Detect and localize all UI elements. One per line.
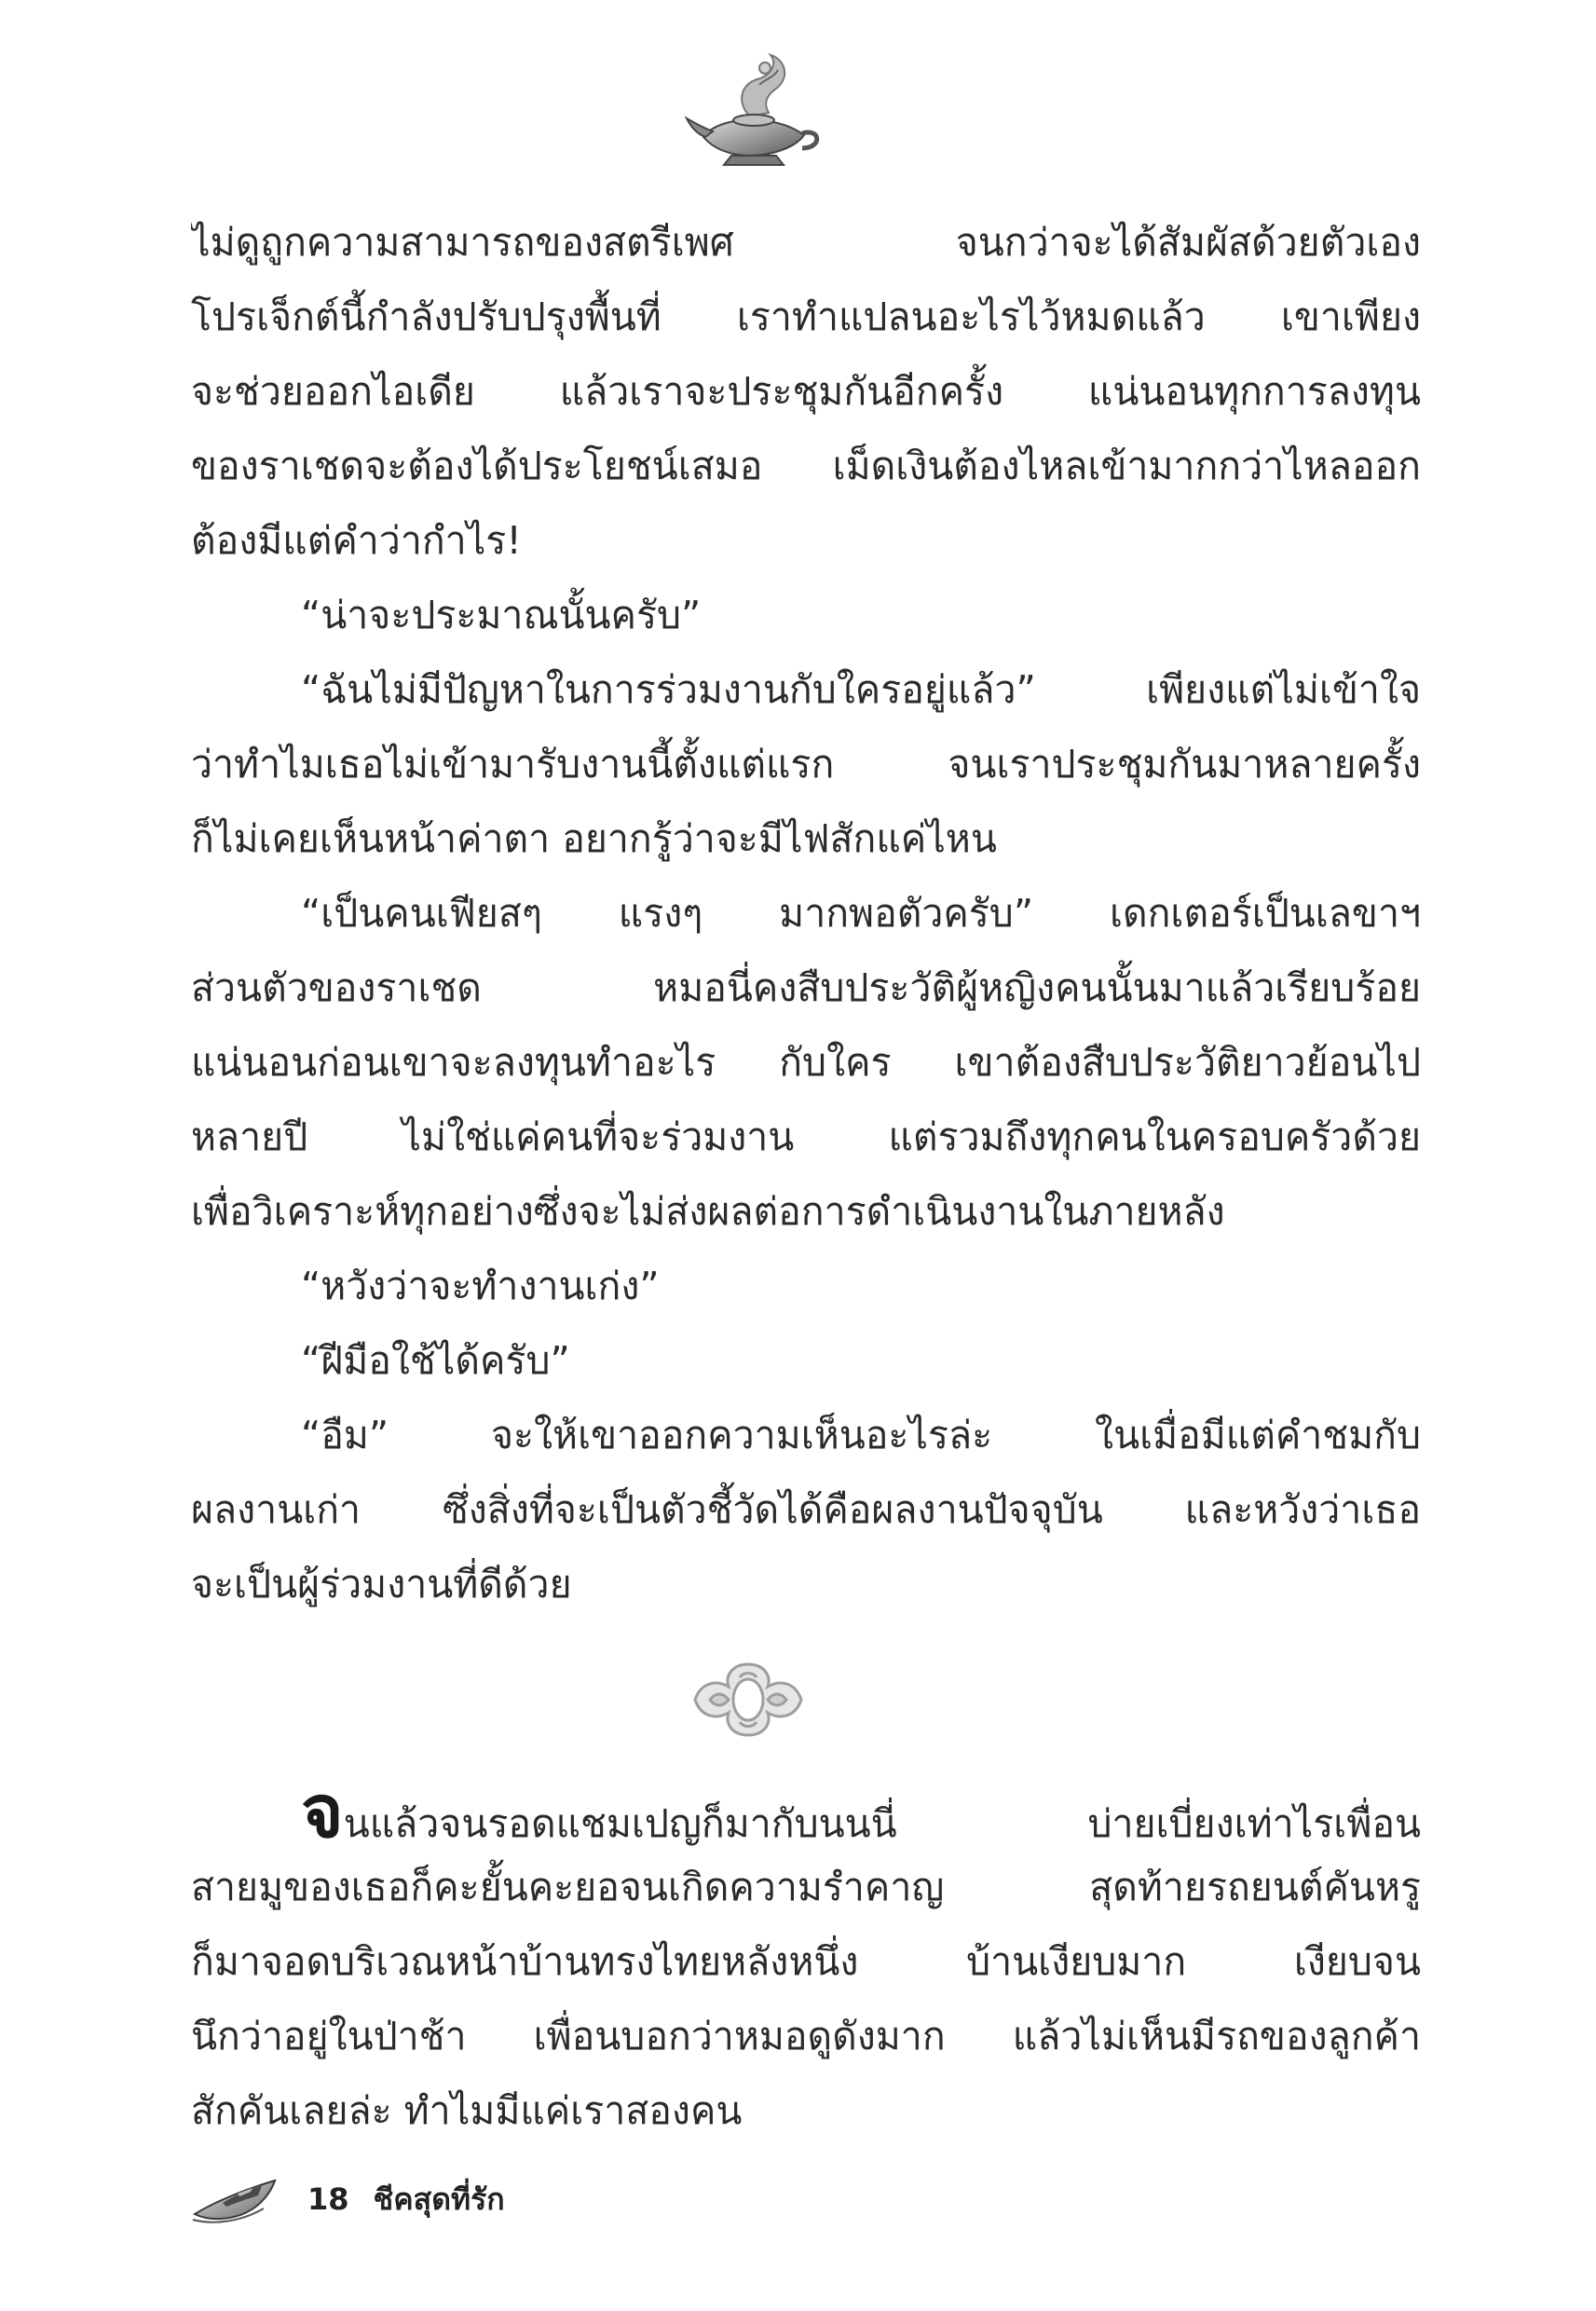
page-footer xyxy=(191,2162,505,2236)
dialogue-line: “หวังว่าจะทำงานเก่ง” xyxy=(301,1264,660,1308)
paragraph-line: ส่วนตัวของราเชด หมอนี่คงสืบประวัติผู้หญิงคนนั้นมาแล้วเรียบร้อย xyxy=(191,965,1421,1010)
opening-line xyxy=(191,1775,1421,1850)
text-section-1 xyxy=(191,205,1421,1621)
dialogue-line: “อืม” จะให้เขาออกความเห็นอะไรล่ะ ในเมื่อมีแต่คำชมกับ xyxy=(301,1413,1421,1457)
drop-cap: จ xyxy=(301,1775,344,1850)
dialogue-line: “ฝีมือใช้ได้ครับ” xyxy=(301,1338,570,1383)
opening-line-text: นแล้วจนรอดแชมเปญก็มากับนนนี่ บ่ายเบี่ยงเท่าไรเพื่อน xyxy=(343,1801,1421,1846)
paragraph-line: โปรเจ็กต์นี้กำลังปรับปรุงพื้นที่ เราทำแปลนอะไรไว้หมดแล้ว เขาเพียง xyxy=(191,294,1421,339)
book-title: ชีคสุดที่รัก xyxy=(373,2181,505,2217)
paragraph-line: ต้องมีแต่คำว่ากำไร! xyxy=(191,518,522,563)
thai-floral-divider-icon xyxy=(688,1659,809,1741)
paragraph-line: สายมูของเธอก็คะยั้นคะยอจนเกิดความรำคาญ สุดท้ายรถยนต์คันหรู xyxy=(191,1865,1421,1909)
dialogue-line: “เป็นคนเฟียสๆ แรงๆ มากพอตัวครับ” เดกเตอร์เป็นเลขาฯ xyxy=(301,891,1421,936)
dialogue-line: “ฉันไม่มีปัญหาในการร่วมงานกับใครอยู่แล้ว” เพียงแต่ไม่เข้าใจ xyxy=(301,667,1421,712)
paragraph-line: สักคันเลยล่ะ ทำไมมีแค่เราสองคน xyxy=(191,2088,743,2133)
paragraph-line: ไม่ดูถูกความสามารถของสตรีเพศ จนกว่าจะได้สัมผัสด้วยตัวเอง xyxy=(191,220,1421,265)
paragraph-line: ก็ไม่เคยเห็นหน้าค่าตา อยากรู้ว่าจะมีไฟสักแค่ไหน xyxy=(191,816,997,861)
paragraph-line: แน่นอนก่อนเขาจะลงทุนทำอะไร กับใคร เขาต้องสืบประวัติยาวย้อนไป xyxy=(191,1040,1421,1085)
yacht-icon xyxy=(191,2171,280,2227)
page-number: 18 xyxy=(307,2181,349,2217)
paragraph-line: ของราเชดจะต้องได้ประโยชน์เสมอ เม็ดเงินต้องไหลเข้ามากกว่าไหลออก xyxy=(191,444,1421,488)
genie-lamp-icon xyxy=(685,51,825,168)
paragraph-line: ผลงานเก่า ซึ่งสิ่งที่จะเป็นตัวชี้วัดได้คือผลงานปัจจุบัน และหวังว่าเธอ xyxy=(191,1487,1421,1532)
paragraph-line: เพื่อวิเคราะห์ทุกอย่างซึ่งจะไม่ส่งผลต่อการดำเนินงานในภายหลัง xyxy=(191,1189,1225,1234)
paragraph-line: จะเป็นผู้ร่วมงานที่ดีด้วย xyxy=(191,1562,572,1607)
paragraph-line: ว่าทำไมเธอไม่เข้ามารับงานนี้ตั้งแต่แรก จนเราประชุมกันมาหลายครั้ง xyxy=(191,742,1421,786)
paragraph-line: จะช่วยออกไอเดีย แล้วเราจะประชุมกันอีกครั้ง แน่นอนทุกการลงทุน xyxy=(191,369,1421,414)
text-section-2 xyxy=(191,1775,1421,2148)
paragraph-line: หลายปี ไม่ใช่แค่คนที่จะร่วมงาน แต่รวมถึงทุกคนในครอบครัวด้วย xyxy=(191,1114,1421,1159)
dialogue-line: “น่าจะประมาณนั้นครับ” xyxy=(301,593,702,637)
paragraph-line: นึกว่าอยู่ในป่าช้า เพื่อนบอกว่าหมอดูดังมาก แล้วไม่เห็นมีรถของลูกค้า xyxy=(191,2014,1421,2058)
paragraph-line: ก็มาจอดบริเวณหน้าบ้านทรงไทยหลังหนึ่ง บ้านเงียบมาก เงียบจน xyxy=(191,1939,1421,1984)
